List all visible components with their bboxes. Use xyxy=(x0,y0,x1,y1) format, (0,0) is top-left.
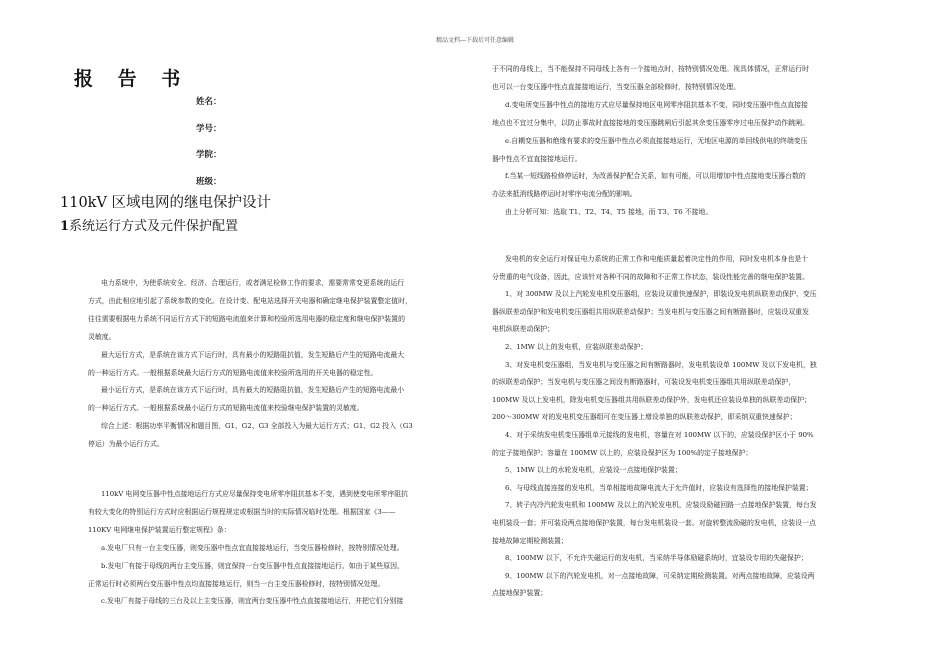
field-college: 学院： xyxy=(196,150,222,160)
text-line: 110kV 电网变压器中性点接地运行方式应尽量保持变电所零序阻抗基本不变，遇到使变电所零序阻抗 xyxy=(101,490,409,498)
text-line: 2、1MW 以上的发电机，应装纵联差动保护； xyxy=(505,342,648,351)
text-line: 200～300MW 对的发电机变压器组可在变压器上增设单独的纵联差动保护，即采纳双重快速保护； xyxy=(492,413,797,422)
text-line: 8、100MW 以下，不允许失磁运行的发电机，当采纳半导体励磁系统时，宜装设专用的失磁保护； xyxy=(505,554,808,563)
header-note: 精品文档---下载后可任意编辑 xyxy=(435,37,515,44)
section-heading xyxy=(60,215,238,234)
text-line: d.变电所变压器中性点的接地方式应尽量保持地区电网零序阻抗基本不变，同时变压器中性点直接接 xyxy=(505,100,808,109)
text-line: 电机装设一套；并可装设两点接地保护装置，每台发电机装设一套。对旋转整流励磁的发电机，应装设一点 xyxy=(492,518,816,527)
text-line: a.发电厂只有一台主变压器，则变压器中性点宜直接接地运行，当变压器检修时，按特别情况处理。 xyxy=(101,543,404,552)
text-line: b.发电厂有接于母线的两台主变压器，则宜保持一台变压器中性点直接接地运行。如由于某些原因， xyxy=(101,561,404,570)
text-line: 最小运行方式，是系统在该方式下运行时，具有最大的短路阻抗值，发生短路后产生的短路电流最小 xyxy=(101,386,405,395)
text-line: 110KV 电网继电保护装置运行整定规程》条： xyxy=(88,525,231,534)
text-line: 停运）为最小运行方式。 xyxy=(88,440,164,449)
text-line: 电机纵联差动保护； xyxy=(492,325,555,334)
text-line: 由上分析可知：选取 T1、T2、T4、T5 接地，而 T3、T6 不接地。 xyxy=(505,208,713,217)
text-line: 办法来抵消线路停运时对零序电流分配的影响。 xyxy=(492,190,637,199)
text-line: 器中性点不宜直接接地运行。 xyxy=(492,154,582,163)
text-line: 于不同的母线上，当不能保持不同母线上各有一个接地点时，按特别情况处理。视具体情况，正常运行时 xyxy=(492,65,809,73)
text-line: 点接地保护装置； xyxy=(492,589,548,598)
text-line: 方式，由此相应地引起了系统参数的变化。在设计变、配电站选择开关电器和确定继电保护装置整定值时， xyxy=(88,296,412,305)
text-line: 的定子接地保护；容量在 100MW 以上的，应装设保护区为 100%的定子接地保护； xyxy=(492,448,753,457)
text-line: 4、对于采纳发电机变压器组单元接线的发电机，容量在对 100MW 以下的，应装设保护区小于 90% xyxy=(505,430,814,439)
text-line: e.自耦变压器和绝缘有要求的变压器中性点必须直接接地运行，无地区电源的单回线供电的终端变压 xyxy=(505,136,808,145)
text-line: 有较大变化的特别运行方式时应根据运行规程规定或根据当时的实际情况临时处理。根据国家《3—— xyxy=(88,507,396,516)
text-line: 3、对发电机变压器组，当发电机与变压器之间有断路器时，发电机装设单 100MW 及以下发电机，独 xyxy=(505,360,817,369)
text-line: 往往需要根据电力系统不同运行方式下的短路电流值来计算和校验所选用电器的稳定度和继电保护装置的 xyxy=(88,314,405,323)
text-line: 的纵联差动保护；当发电机与变压器之间没有断路器时，可装设发电机变压器组共用纵联差动保护， xyxy=(492,378,796,387)
field-class: 班级： xyxy=(196,176,222,187)
left-paragraphs-operating-modes xyxy=(88,275,458,454)
section-number: 1 xyxy=(60,219,70,234)
left-paragraphs-grounding-rules xyxy=(88,486,458,611)
text-line: 地点也不宜过分集中，以防止事故时直接接地的变压器跳闸后引起其余变压器零序过电压保护动作跳闸。 xyxy=(492,118,809,127)
text-line: 灵敏度。 xyxy=(88,332,116,341)
text-line: 9、100MW 以下的汽轮发电机，对一点接地故障，可采纳定期检测装置。对两点接地故障，应装设两 xyxy=(505,571,815,580)
text-line: 5、1MW 以上的水轮发电机，应装设一点接地保护装置； xyxy=(505,466,682,475)
text-line: 接地故障定期检测装置； xyxy=(492,536,568,545)
section-title: 系统运行方式及元件保护配置 xyxy=(69,219,239,234)
report-title: 报 告 书 xyxy=(74,68,190,90)
text-line: 电力系统中，为使系统安全、经济、合理运行，或者满足检修工作的要求，需要常常变更系统的运行 xyxy=(101,279,405,287)
right-paragraphs-generator-protection xyxy=(492,251,882,603)
text-line: 综合上述：根据功率平衡情况和题目图，G1、G2、G3 全部投入为最大运行方式；G1、G2 投入（G3 xyxy=(101,422,413,431)
text-line: 器纵联差动保护和发电机变压器组共用纵联差动保护；当发电机与变压器之间有断路器时，应装设双重发 xyxy=(492,307,809,316)
text-line: 发电机的安全运行对保证电力系统的正常工作和电能质量起着决定性的作用，同时发电机本身也是十 xyxy=(505,255,809,263)
text-line: 1、对 300MW 及以上汽轮发电机变压器组，应装设双重快速保护，即装设发电机纵联差动保护、变压 xyxy=(505,290,817,299)
field-student-id: 学号： xyxy=(196,123,222,134)
student-info-fields xyxy=(196,95,222,201)
text-line: 也可以一台变压器中性点直接接地运行，当变压器全部检修时，按特别情况处理。 xyxy=(492,82,741,91)
text-line: 的一种运行方式。一般根据系统最小运行方式的短路电流值来校验继电保护装置的灵敏度。 xyxy=(88,404,364,413)
right-paragraphs-grounding-rules xyxy=(492,61,882,222)
text-line: f.当某一短线路检修停运时，为改善保护配合关系，如有可能，可以用增加中性点接地变压器台数的 xyxy=(505,172,806,181)
text-line: 正常运行时必须两台变压器中性点均直接接地运行，则当一台主变压器检修时，按特别情况处理。 xyxy=(88,579,385,588)
text-line: 分贵重的电气设备，因此，应该针对各种不同的故障和不正常工作状态，装设性能完善的继电保护装置。 xyxy=(492,272,809,281)
text-line: 的一种运行方式。一般根据系统最大运行方式的短路电流值来校验所选用的开关电器的稳定性。 xyxy=(88,368,378,377)
main-title: 110kV 区域电网的继电保护设计 xyxy=(60,195,272,211)
text-line: 100MW 及以上发电机，除发电机变压器组共用纵联差动保护外，发电机还应装设单独的纵联差动保护； xyxy=(492,395,811,404)
text-line: 6、与母线直接连接的发电机，当单相接地故障电流大于允许值时，应装设有选择性的接地保护装置； xyxy=(505,483,813,492)
text-line: 7、转子内冷汽轮发电机和 100MW 及以上的汽轮发电机，应装设励磁回路一点接地保护装置，每台发 xyxy=(505,501,817,510)
text-line: 最大运行方式，是系统在该方式下运行时，具有最小的短路阻抗值，发生短路后产生的短路电流最大 xyxy=(101,350,405,359)
field-name: 姓名： xyxy=(196,97,222,107)
text-line: c.发电厂有接于母线的三台及以上主变压器，则宜两台变压器中性点直接接地运行，并把它们分别接 xyxy=(101,597,404,606)
